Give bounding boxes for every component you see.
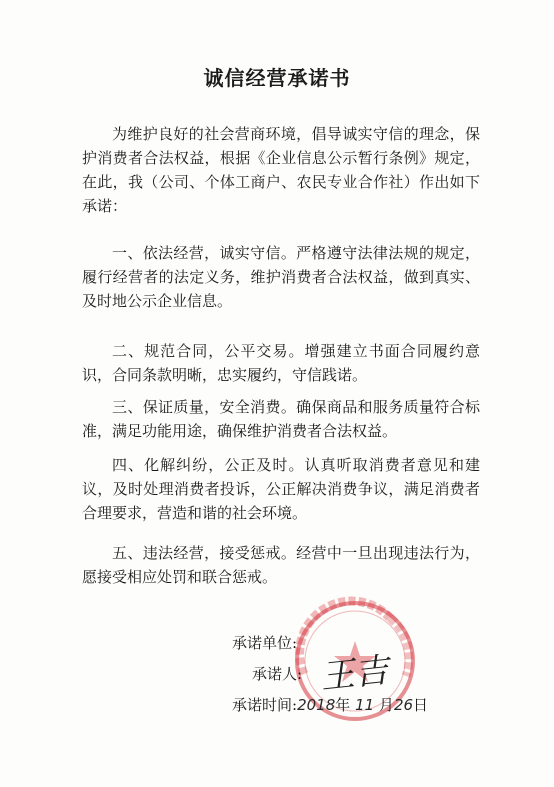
commitment-paragraph-4: 四、化解纠纷，公正及时。认真听取消费者意见和建议，及时处理消费者投诉，公正解决消费争议，满足消费者合理要求，营造和谐的社会环境。 [82,456,480,522]
date-day-suffix: 日 [413,696,429,714]
document-title: 诚信经营承诺书 [203,66,351,90]
date-year: 2018 [297,696,336,714]
intro-paragraph: 为维护良好的社会营商环境，倡导诚实守信的理念，保护消费者合法权益，根据《企业信息公示暂行条例》规定，在此，我（公司、个体工商户、农民专业合作社）作出如下承诺： [82,125,480,215]
date-day: 26 [393,696,414,714]
date-year-suffix: 年 [335,696,351,714]
committer-label: 承诺人: [252,665,303,683]
commitment-paragraph-5: 五、违法经营，接受惩戒。经营中一旦出现违法行为，愿接受相应处罚和联合惩戒。 [82,544,480,586]
commitment-paragraph-3: 三、保证质量，安全消费。确保商品和服务质量符合标准，满足功能用途，确保维护消费者合法权益。 [82,398,480,440]
date-label: 承诺时间: [232,696,298,714]
commitment-paragraph-2: 二、规范合同，公平交易。增强建立书面合同履约意识，合同条款明晰，忠实履约，守信践诺。 [82,342,480,384]
date-month: 11 [355,696,375,714]
date-month-suffix: 月 [378,696,394,714]
handwritten-signature: 王吉 [318,650,391,698]
commitment-paragraph-1: 一、依法经营，诚实守信。严格遵守法律法规的规定，履行经营者的法定义务，维护消费者合法权益，做到真实、及时地公示企业信息。 [82,244,480,310]
commitment-date [232,695,428,715]
committing-unit-label: 承诺单位: [232,634,298,652]
